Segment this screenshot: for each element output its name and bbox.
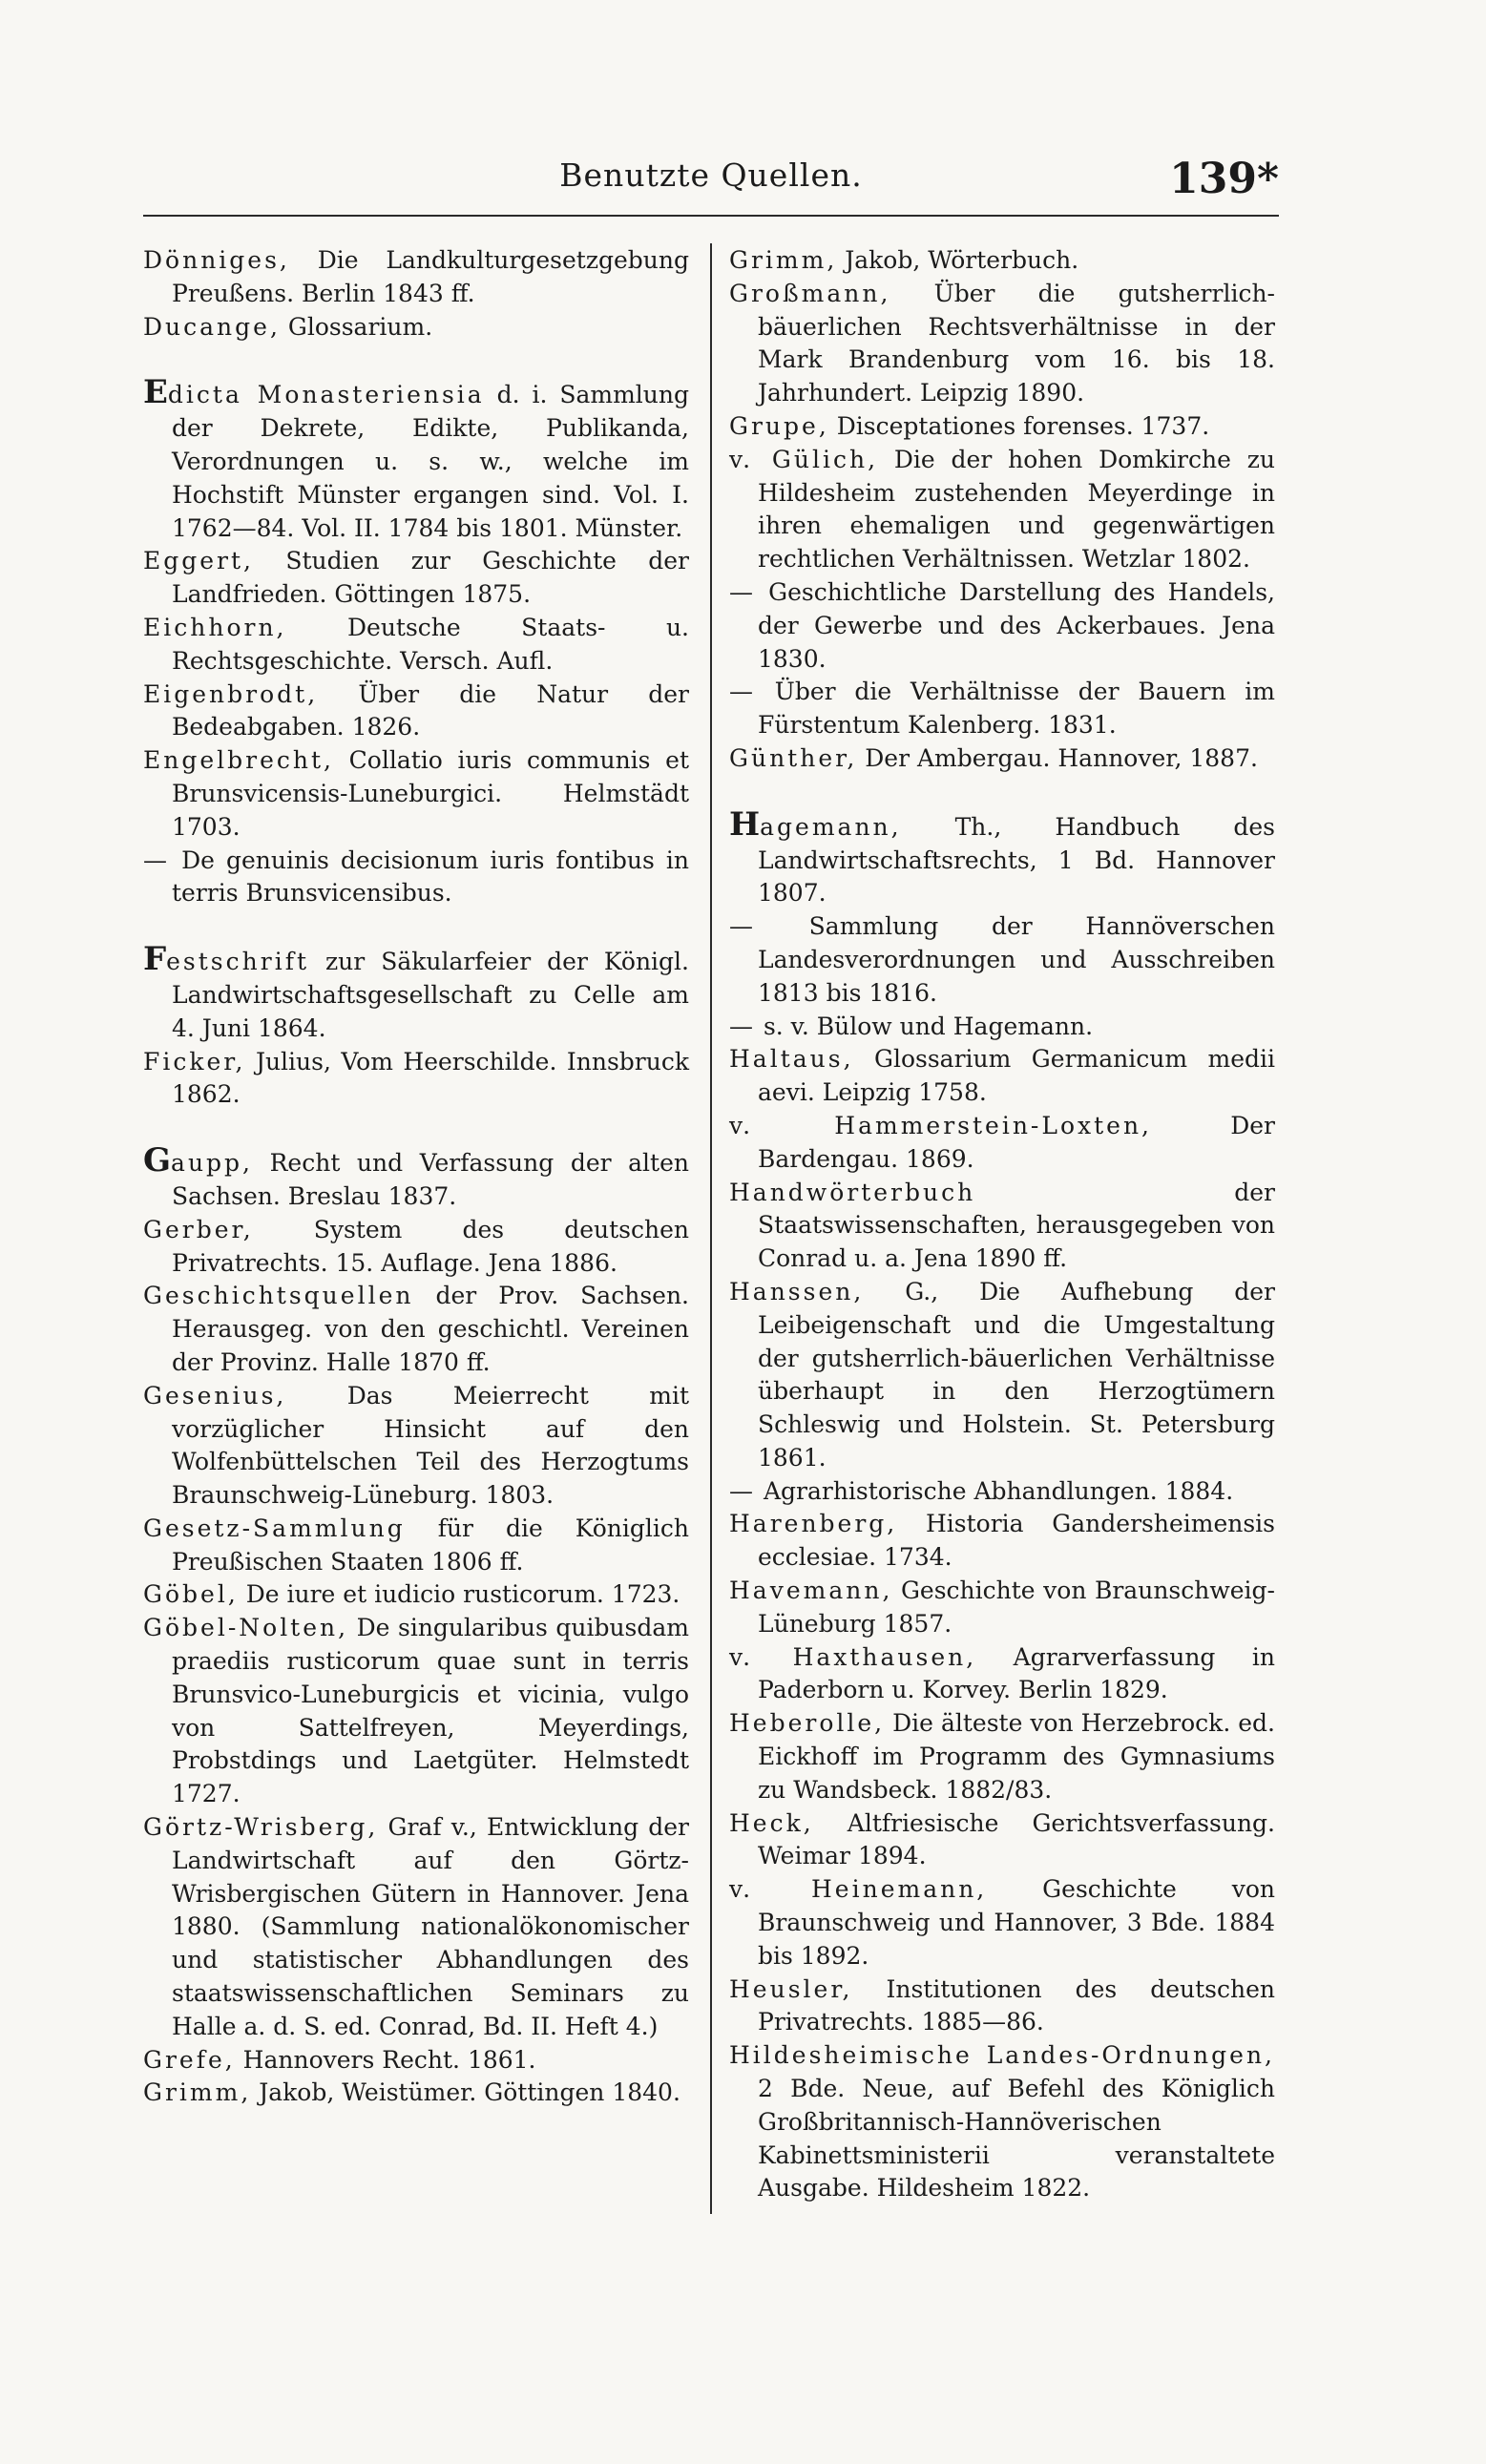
bibliography-entry bbox=[729, 1011, 1275, 1044]
entry-author: — bbox=[729, 577, 756, 606]
entry-text: Geschichte von Braunschweig und Hannover, 3 Bde. 1884 bis 1892. bbox=[758, 1875, 1275, 1970]
bibliography-entry bbox=[729, 1873, 1275, 1973]
right-column bbox=[729, 244, 1275, 2205]
entry-text: d. i. Sammlung der Dekrete, Edikte, Publikanda, Verordnungen u. s. w., welche im Hochstift Münster ergangen sind. Vol. I. 1762—84. Vol. II. 1784 bis 1801. Münster. bbox=[172, 381, 690, 542]
entry-author: Göbel-Nolten, bbox=[143, 1614, 349, 1642]
bibliography-entry bbox=[143, 1612, 689, 1811]
bibliography-entry bbox=[143, 1141, 689, 1214]
bibliography-entry bbox=[143, 311, 689, 345]
entry-text: Julius, Vom Heerschilde. Innsbruck 1862. bbox=[172, 1047, 689, 1109]
entry-text: Die der hohen Domkirche zu Hildesheim zustehenden Meyerdinge in ihren ehemaligen und gegenwärtigen rechtlichen Verhältnissen. Wetzlar 1802. bbox=[758, 445, 1275, 574]
entry-author: Hildesheimische Landes-Ordnungen, bbox=[729, 2041, 1275, 2070]
entry-author: Großmann, bbox=[729, 279, 891, 307]
entry-author: Ficker, bbox=[143, 1047, 246, 1075]
bibliography-entry bbox=[729, 1641, 1275, 1708]
entry-author: v. Haxthausen, bbox=[729, 1642, 977, 1671]
entry-author: Heusler, bbox=[729, 1974, 853, 2003]
entry-author: Heberolle, bbox=[729, 1709, 886, 1738]
bibliography-entry bbox=[143, 1513, 689, 1579]
entry-author: — bbox=[729, 1476, 756, 1505]
left-column bbox=[143, 244, 689, 2110]
bibliography-entry bbox=[143, 679, 689, 745]
bibliography-entry bbox=[729, 1043, 1275, 1110]
entry-text: der Staatswissenschaften, herausgegeben von Conrad u. a. Jena 1890 ff. bbox=[758, 1178, 1275, 1273]
section-initial: H bbox=[729, 804, 761, 844]
entry-text: G., Die Aufhebung der Leibeigenschaft und die Umgestaltung der gutsherrlich-bäuerlichen Verhältnisse überhaupt in den Herzogtümern Schleswig und Holstein. St. Petersburg 1861. bbox=[758, 1277, 1275, 1472]
entry-author: — bbox=[729, 678, 756, 706]
bibliography-entry bbox=[729, 910, 1275, 1010]
bibliography-entry bbox=[143, 244, 689, 311]
entry-text: der Prov. Sachsen. Herausgeg. von den geschichtl. Vereinen der Provinz. Halle 1870 ff. bbox=[172, 1282, 689, 1376]
entry-author: dicta Monasteriensia bbox=[167, 381, 485, 409]
entry-text: Jakob, Weistümer. Göttingen 1840. bbox=[259, 2078, 680, 2107]
entry-text: De iure et iudicio rusticorum. 1723. bbox=[245, 1580, 680, 1609]
entry-text: System des deutschen Privatrechts. 15. Auflage. Jena 1886. bbox=[172, 1215, 689, 1277]
header-rule bbox=[143, 215, 1279, 217]
bibliography-entry bbox=[143, 373, 690, 545]
entry-author: Handwörterbuch bbox=[729, 1178, 976, 1206]
bibliography-entry bbox=[729, 804, 1275, 910]
bibliography-entry bbox=[729, 676, 1275, 742]
entry-author: aupp, bbox=[171, 1149, 254, 1178]
section-initial: F bbox=[143, 940, 167, 979]
entry-author: Grimm, bbox=[143, 2078, 252, 2107]
entry-author: Grupe, bbox=[729, 411, 829, 440]
page-header bbox=[143, 155, 1279, 212]
bibliography-entry bbox=[143, 545, 689, 612]
bibliography-entry bbox=[729, 1177, 1275, 1276]
entry-text: s. v. Bülow und Hagemann. bbox=[763, 1012, 1094, 1040]
entry-author: Ducange, bbox=[143, 312, 281, 341]
bibliography-entry bbox=[729, 2039, 1275, 2205]
entry-author: Harenberg, bbox=[729, 1510, 898, 1538]
bibliography-entry bbox=[729, 1707, 1275, 1806]
entry-text: für die Königlich Preußischen Staaten 1806 ff. bbox=[172, 1514, 689, 1576]
bibliography-entry bbox=[143, 845, 689, 911]
entry-text: Deutsche Staats- u. Rechtsgeschichte. Versch. Aufl. bbox=[172, 613, 689, 675]
page-number: 139* bbox=[1169, 155, 1279, 203]
entry-text: Sammlung der Hannöverschen Landesverordnungen und Ausschreiben 1813 bis 1816. bbox=[758, 912, 1275, 1007]
entry-author: Grimm, bbox=[729, 246, 838, 274]
entry-author: — bbox=[729, 1012, 756, 1040]
bibliography-entry bbox=[143, 1578, 689, 1612]
entry-text: Collatio iuris communis et Brunsvicensis-Luneburgici. Helmstädt 1703. bbox=[172, 746, 689, 841]
section-initial: G bbox=[143, 1141, 172, 1180]
bibliography-entry bbox=[729, 1575, 1275, 1641]
entry-author: — bbox=[729, 912, 756, 941]
bibliography-entry bbox=[729, 1276, 1275, 1475]
entry-author: v. Hammerstein-Loxten, bbox=[729, 1111, 1153, 1139]
bibliography-entry bbox=[729, 278, 1275, 410]
entry-author: Grefe, bbox=[143, 2045, 236, 2074]
entry-text: Th., Handbuch des Landwirtschaftsrechts, 1 Bd. Hannover 1807. bbox=[758, 812, 1275, 908]
bibliography-entry bbox=[143, 612, 689, 679]
entry-author: estschrift bbox=[166, 948, 309, 976]
entry-text: Geschichtliche Darstellung des Handels, der Gewerbe und des Ackerbaues. Jena 1830. bbox=[758, 577, 1275, 673]
entry-author: Gesenius, bbox=[143, 1381, 287, 1409]
bibliography-entry bbox=[729, 1110, 1275, 1177]
bibliography-entry bbox=[143, 2077, 689, 2110]
bibliography-entry bbox=[143, 1280, 689, 1379]
entry-text: zur Säkularfeier der Königl. Landwirtschaftsgesellschaft zu Celle am 4. Juni 1864. bbox=[172, 948, 689, 1042]
bibliography-entry bbox=[729, 1475, 1275, 1509]
entry-author: Geschichtsquellen bbox=[143, 1282, 414, 1310]
entry-text: Studien zur Geschichte der Landfrieden. Göttingen 1875. bbox=[172, 547, 689, 609]
entry-text: Glossarium. bbox=[287, 312, 433, 341]
entry-text: Geschichte von Braunschweig-Lüneburg 1857. bbox=[758, 1577, 1275, 1638]
bibliography-entry bbox=[729, 1807, 1275, 1874]
entry-text: Glossarium Germanicum medii aevi. Leipzig 1758. bbox=[758, 1045, 1275, 1107]
entry-author: Dönniges, bbox=[143, 246, 290, 274]
entry-author: Heck, bbox=[729, 1808, 814, 1837]
entry-author: Görtz-Wrisberg, bbox=[143, 1813, 379, 1842]
bibliography-entry bbox=[729, 576, 1275, 676]
bibliography-entry bbox=[729, 244, 1275, 278]
entry-author: Gesetz-Sammlung bbox=[143, 1514, 406, 1542]
entry-text: Über die Verhältnisse der Bauern im Fürstentum Kalenberg. 1831. bbox=[758, 678, 1276, 740]
bibliography-entry bbox=[143, 1380, 689, 1513]
entry-author: — bbox=[143, 846, 170, 874]
running-title: Benutzte Quellen. bbox=[559, 157, 863, 194]
bibliography-entry bbox=[729, 444, 1275, 576]
entry-author: Havemann, bbox=[729, 1577, 893, 1605]
entry-text: Historia Gandersheimensis ecclesiae. 1734. bbox=[758, 1510, 1275, 1572]
bibliography-entry bbox=[729, 742, 1275, 776]
entry-author: Eigenbrodt, bbox=[143, 679, 319, 708]
bibliography-entry bbox=[143, 744, 689, 844]
entry-text: Altfriesische Gerichtsverfassung. Weimar 1894. bbox=[758, 1808, 1275, 1870]
bibliography-entry bbox=[143, 1214, 689, 1281]
entry-text: Recht und Verfassung der alten Sachsen. Breslau 1837. bbox=[172, 1149, 689, 1210]
entry-text: De genuinis decisionum iuris fontibus in terris Brunsvicensibus. bbox=[172, 846, 689, 908]
column-divider bbox=[710, 243, 712, 2214]
section-initial: E bbox=[143, 373, 168, 412]
entry-text: Institutionen des deutschen Privatrechts. 1885—86. bbox=[758, 1974, 1275, 2036]
entry-author: Hanssen, bbox=[729, 1277, 865, 1305]
entry-text: Der Ambergau. Hannover, 1887. bbox=[865, 743, 1258, 772]
entry-text: Über die Natur der Bedeabgaben. 1826. bbox=[172, 679, 689, 741]
entry-text: 2 Bde. Neue, auf Befehl des Königlich Großbritannisch-Hannöverischen Kabinettsministerii veranstaltete Ausgabe. Hildesheim 1822. bbox=[758, 2075, 1275, 2203]
bibliography-entry bbox=[143, 1046, 689, 1113]
entry-author: v. Gülich, bbox=[729, 445, 879, 473]
entry-text: Die älteste von Herzebrock. ed. Eickhoff im Programm des Gymnasiums zu Wandsbeck. 1882/83. bbox=[758, 1709, 1275, 1804]
bibliography-entry bbox=[729, 1973, 1275, 2040]
entry-text: Agrarhistorische Abhandlungen. 1884. bbox=[763, 1476, 1234, 1505]
entry-text: Die Landkulturgesetzgebung Preußens. Berlin 1843 ff. bbox=[172, 246, 689, 307]
bibliography-entry bbox=[143, 1811, 689, 2044]
entry-author: Eichhorn, bbox=[143, 613, 287, 641]
entry-author: Gerber, bbox=[143, 1215, 254, 1243]
entry-author: v. Heinemann, bbox=[729, 1875, 988, 1904]
entry-text: Jakob, Wörterbuch. bbox=[845, 246, 1079, 274]
entry-text: Hannovers Recht. 1861. bbox=[242, 2045, 536, 2074]
entry-author: Günther, bbox=[729, 743, 858, 772]
bibliography-entry bbox=[729, 410, 1275, 444]
entry-text: Über die gutsherrlich-bäuerlichen Rechtsverhältnisse in der Mark Brandenburg vom 16. bis 18. Jahrhundert. Leipzig 1890. bbox=[758, 279, 1276, 407]
entry-author: agemann, bbox=[760, 812, 902, 841]
entry-author: Eggert, bbox=[143, 547, 254, 575]
entry-author: Göbel, bbox=[143, 1580, 239, 1609]
entry-text: Der Bardengau. 1869. bbox=[758, 1111, 1275, 1173]
entry-text: Graf v., Entwicklung der Landwirtschaft auf den Görtz-Wrisbergischen Gütern in Hannover. Jena 1880. (Sammlung nationalökonomischer und statistischer Abhandlungen des staatswissenschaftlichen Seminars zu Halle a. d. S. ed. Conrad, Bd. II. Heft 4.) bbox=[172, 1813, 689, 2040]
bibliography-entry bbox=[143, 2044, 689, 2078]
entry-text: De singularibus quibusdam praediis rusticorum quae sunt in terris Brunsvico-Luneburgicis et vicinia, vulgo von Sattelfreyen, Meyerdings, Probstdings und Laetgüter. Helmstedt 1727. bbox=[172, 1614, 689, 1808]
entry-author: Engelbrecht, bbox=[143, 746, 334, 775]
entry-text: Disceptationes forenses. 1737. bbox=[836, 411, 1210, 440]
entry-text: Das Meierrecht mit vorzüglicher Hinsicht auf den Wolfenbüttelschen Teil des Herzogtums Braunschweig-Lüneburg. 1803. bbox=[172, 1381, 689, 1510]
entry-text: Agrarverfassung in Paderborn u. Korvey. Berlin 1829. bbox=[758, 1642, 1275, 1704]
bibliography-entry bbox=[143, 940, 689, 1045]
entry-author: Haltaus, bbox=[729, 1045, 854, 1074]
bibliography-entry bbox=[729, 1508, 1275, 1575]
